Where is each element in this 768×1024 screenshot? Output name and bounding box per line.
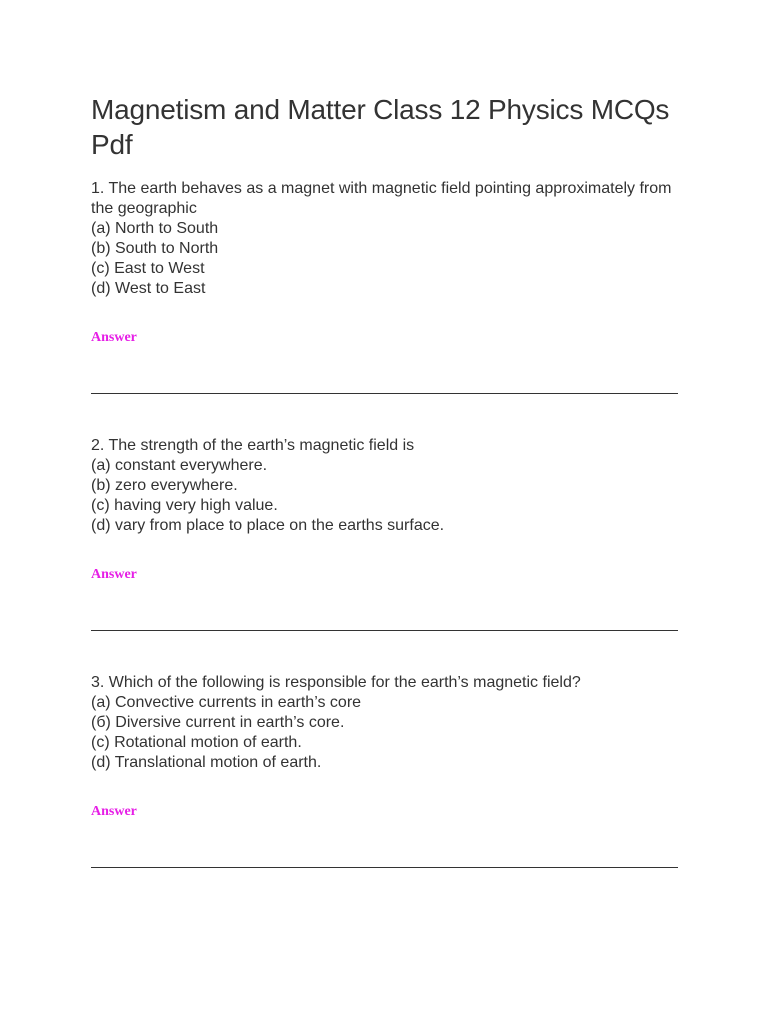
- option-b: (б) Diversive current in earth’s core.: [91, 714, 345, 731]
- document-page: [91, 0, 678, 819]
- question-text: 2. The strength of the earth’s magnetic field is: [91, 437, 415, 454]
- divider: [91, 630, 678, 631]
- option-d: (d) Translational motion of earth.: [91, 754, 322, 771]
- option-d: (d) vary from place to place on the earths surface.: [91, 517, 445, 534]
- option-d: (d) West to East: [91, 280, 206, 297]
- question-2: [91, 436, 678, 583]
- question-text: 1. The earth behaves as a magnet with magnetic field pointing approximately from the geographic: [91, 180, 672, 217]
- option-a: (a) North to South: [91, 220, 219, 237]
- answer-link[interactable]: Answer: [91, 804, 137, 819]
- answer-link[interactable]: Answer: [91, 567, 137, 582]
- divider: [91, 393, 678, 394]
- divider: [91, 867, 678, 868]
- option-a: (a) Convective currents in earth’s core: [91, 694, 362, 711]
- option-b: (b) South to North: [91, 240, 219, 257]
- question-1: [91, 179, 678, 346]
- page-title: Magnetism and Matter Class 12 Physics MCQs Pdf: [91, 94, 670, 160]
- question-text: 3. Which of the following is responsible for the earth’s magnetic field?: [91, 674, 581, 691]
- option-a: (a) constant everywhere.: [91, 457, 268, 474]
- option-b: (b) zero everywhere.: [91, 477, 238, 494]
- answer-link[interactable]: Answer: [91, 330, 137, 345]
- option-c: (c) Rotational motion of earth.: [91, 734, 302, 751]
- option-c: (c) East to West: [91, 260, 205, 277]
- option-c: (c) having very high value.: [91, 497, 278, 514]
- question-3: [91, 673, 678, 820]
